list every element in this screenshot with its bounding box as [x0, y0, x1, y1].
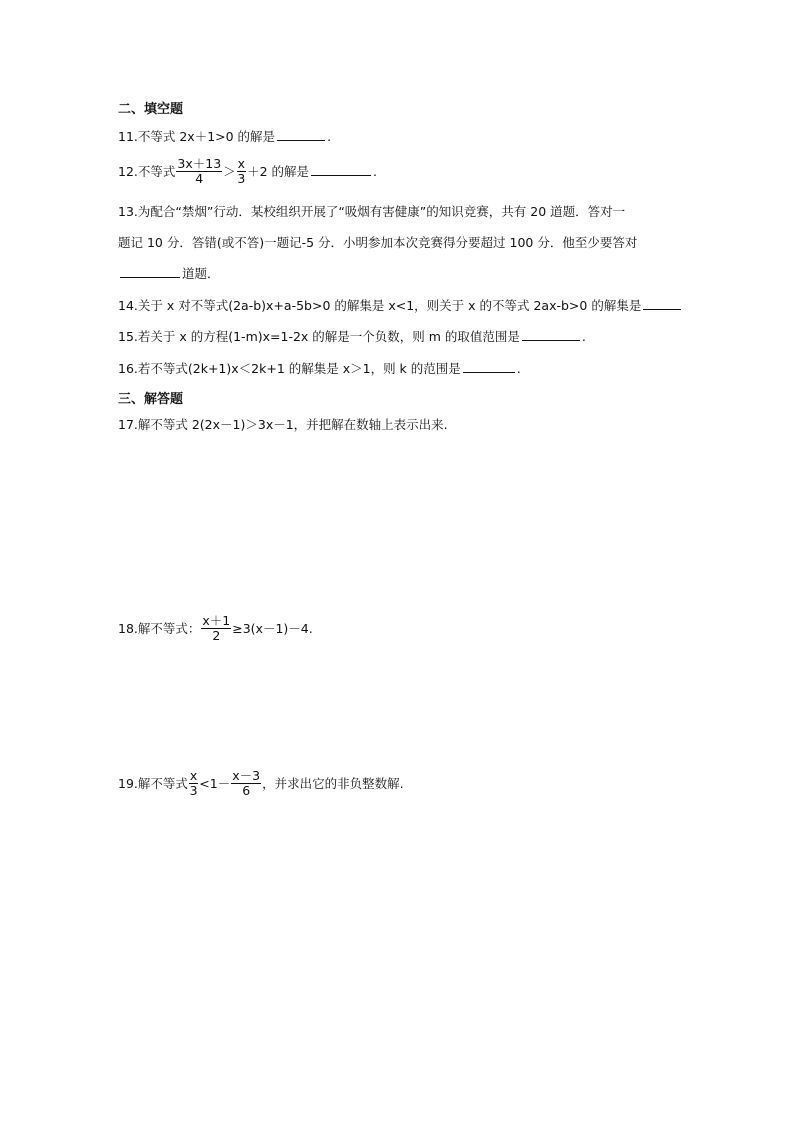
question-11 — [118, 128, 331, 146]
q11-answer-blank[interactable] — [277, 128, 325, 141]
q16-suffix: . — [516, 361, 521, 376]
q19-fraction-1 — [189, 769, 198, 798]
q12-tail: ＋2 的解是 — [247, 164, 310, 179]
q12-prefix: 12.不等式 — [118, 164, 176, 179]
question-19 — [118, 770, 404, 799]
q15-text: 15.若关于 x 的方程(1-m)x=1-2x 的解是一个负数，则 m 的取值范围是 — [118, 329, 520, 344]
q18-tail: ≥3(x－1)－4. — [232, 621, 313, 636]
q18-prefix: 18.解不等式： — [118, 621, 201, 636]
question-14 — [118, 297, 683, 315]
section-solve-title: 三、解答题 — [118, 392, 184, 407]
q12-fraction-1 — [176, 157, 222, 186]
q19-prefix: 19.解不等式 — [118, 776, 188, 791]
q12-fraction-1-denominator: 4 — [195, 171, 204, 186]
q14-text: 14.关于 x 对不等式(2a-b)x+a-5b>0 的解集是 x<1，则关于 x 的不等式 2ax-b>0 的解集是 — [118, 298, 642, 313]
q15-answer-blank[interactable] — [522, 328, 580, 341]
q19-mid: <1－ — [199, 776, 231, 791]
q13-suffix: 道题． — [182, 266, 220, 281]
q19-fraction-1-denominator: 3 — [189, 783, 198, 798]
q19-fraction-2-denominator: 6 — [242, 783, 251, 798]
q12-operator: ＞ — [223, 164, 236, 179]
q18-fraction — [201, 614, 231, 643]
q16-text: 16.若不等式(2k+1)x＜2k+1 的解集是 x＞1，则 k 的范围是 — [118, 361, 461, 376]
question-13-line-2: 题记 10 分．答错(或不答)一题记-5 分．小明参加本次竞赛得分要超过 100 分．他至少要答对 — [118, 235, 638, 250]
q12-fraction-2 — [237, 157, 246, 186]
q12-answer-blank[interactable] — [311, 163, 371, 176]
question-15 — [118, 328, 586, 346]
question-18 — [118, 615, 313, 644]
q19-fraction-2 — [231, 769, 261, 798]
question-17: 17.解不等式 2(2x－1)＞3x－1，并把解在数轴上表示出来. — [118, 417, 448, 432]
q13-answer-blank[interactable] — [120, 265, 180, 278]
q15-suffix: . — [581, 329, 586, 344]
q11-text: 11.不等式 2x＋1>0 的解是 — [118, 129, 276, 144]
q11-suffix: . — [327, 129, 332, 144]
q14-answer-blank[interactable] — [643, 297, 681, 310]
q19-tail: ，并求出它的非负整数解. — [262, 776, 404, 791]
q12-fraction-2-numerator: x — [237, 156, 246, 171]
q19-fraction-1-numerator: x — [189, 768, 198, 783]
question-13-line-3 — [118, 265, 220, 283]
question-12 — [118, 158, 377, 187]
q18-fraction-denominator: 2 — [212, 628, 221, 643]
q12-suffix: . — [373, 164, 377, 179]
q18-fraction-numerator: x＋1 — [202, 613, 231, 628]
question-13-line-1: 13.为配合“禁烟”行动．某校组织开展了“吸烟有害健康”的知识竞赛，共有 20 道题．答对一 — [118, 204, 626, 219]
section-fill-title: 二、填空题 — [118, 102, 184, 117]
q12-fraction-2-denominator: 3 — [237, 171, 246, 186]
q12-fraction-1-numerator: 3x＋13 — [177, 156, 222, 171]
question-16 — [118, 360, 521, 378]
q16-answer-blank[interactable] — [463, 360, 515, 373]
q19-fraction-2-numerator: x－3 — [232, 768, 261, 783]
